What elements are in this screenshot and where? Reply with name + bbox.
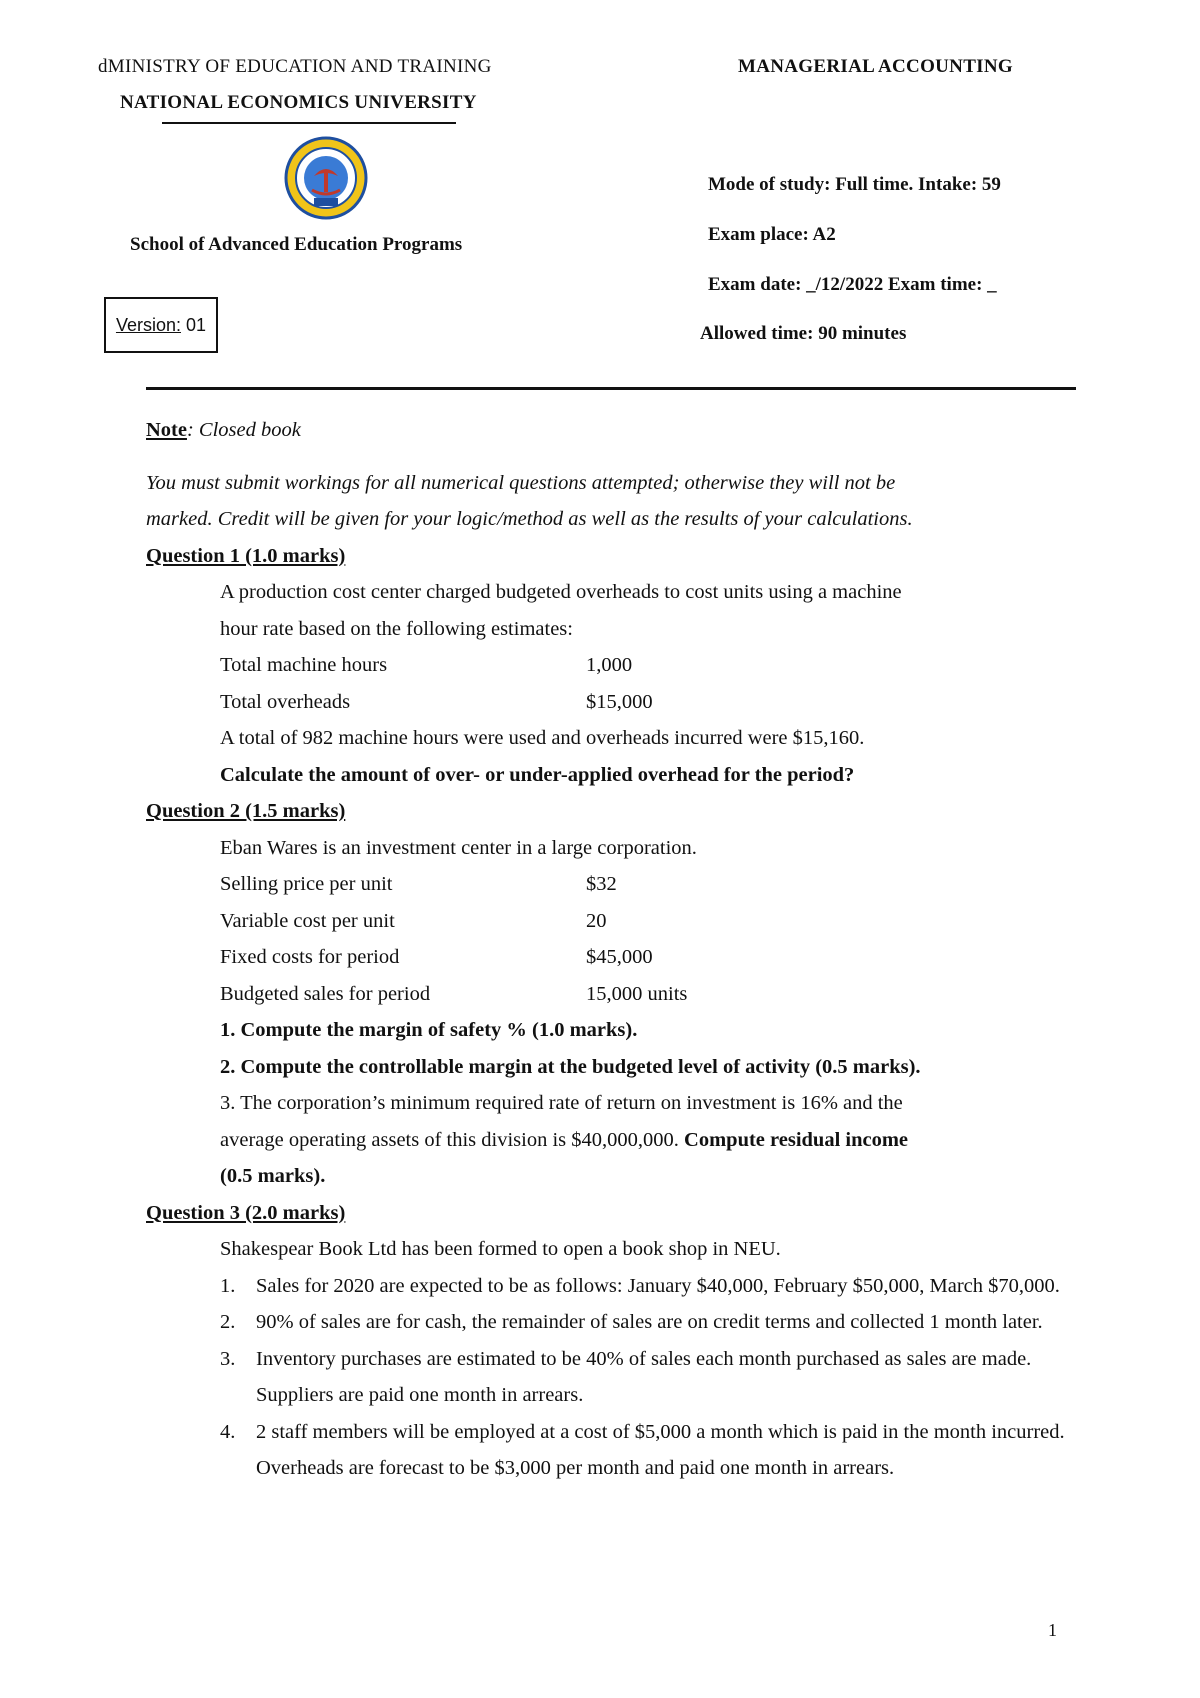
q3-item-number: 3. xyxy=(220,1347,236,1370)
question-3-title: Question 3 (2.0 marks) xyxy=(146,1201,346,1224)
mode-of-study: Mode of study: Full time. Intake: 59 xyxy=(708,174,1001,195)
q2-row xyxy=(146,976,1086,1013)
version-label: Version: xyxy=(115,314,181,335)
q1-intro-1: A production cost center charged budgeted overheads to cost units using a machine xyxy=(220,581,902,603)
university-heading: NATIONAL ECONOMICS UNIVERSITY xyxy=(120,92,477,113)
version-box xyxy=(104,297,218,353)
ministry-heading: dMINISTRY OF EDUCATION AND TRAINING xyxy=(98,56,492,77)
q2-row xyxy=(146,939,1086,976)
header-divider xyxy=(146,387,1076,390)
question-1-title: Question 1 (1.0 marks) xyxy=(146,544,346,567)
q2-row-label: Budgeted sales for period xyxy=(220,982,431,1005)
q2-row-value: 20 xyxy=(586,909,607,932)
q2-task-1: 1. Compute the margin of safety % (1.0 marks). xyxy=(220,1019,638,1041)
q1-row-value: 1,000 xyxy=(586,654,633,676)
header-underline xyxy=(162,122,456,124)
q1-row xyxy=(146,684,1086,721)
exam-place: Exam place: A2 xyxy=(708,224,836,245)
q2-row-label: Variable cost per unit xyxy=(220,909,395,932)
exam-date: Exam date: _/12/2022 Exam time: _ xyxy=(708,274,997,295)
q2-intro: Eban Wares is an investment center in a large corporation. xyxy=(220,836,697,859)
instruction-line-1: You must submit workings for all numerical questions attempted; otherwise they will not be xyxy=(146,471,896,494)
q3-list-item xyxy=(146,1341,1086,1414)
school-name: School of Advanced Education Programs xyxy=(130,234,463,255)
q3-list-item xyxy=(146,1414,1086,1487)
q3-item-text: Inventory purchases are estimated to be 40% of sales each month purchased as sales are made. Suppliers are paid one month in arrears. xyxy=(256,1347,1032,1406)
q2-row-value: $32 xyxy=(586,873,617,895)
university-seal-icon xyxy=(284,136,368,220)
q2-task-3b: average operating assets of this division is $40,000,000. xyxy=(220,1128,679,1151)
q3-list-item xyxy=(146,1304,1086,1341)
q3-item-text: 2 staff members will be employed at a cost of $5,000 a month which is paid in the month incurred. Overheads are forecast to be $3,000 per month and paid one month in arrears. xyxy=(256,1420,1065,1479)
q2-row xyxy=(146,866,1086,903)
note-text: : Closed book xyxy=(186,419,301,441)
q2-row-label: Selling price per unit xyxy=(220,873,393,895)
question-2-title: Question 2 (1.5 marks) xyxy=(146,800,346,822)
note-line xyxy=(146,412,1086,449)
q1-ask: Calculate the amount of over- or under-applied overhead for the period? xyxy=(220,763,855,786)
allowed-time: Allowed time: 90 minutes xyxy=(700,323,907,344)
q3-item-text: 90% of sales are for cash, the remainder of sales are on credit terms and collected 1 month later. xyxy=(256,1311,1043,1333)
q2-task-2: 2. Compute the controllable margin at the budgeted level of activity (0.5 marks). xyxy=(220,1055,921,1078)
q1-row-label: Total overheads xyxy=(220,690,351,713)
q3-list-item xyxy=(146,1268,1086,1305)
q2-row xyxy=(146,903,1086,940)
subject-title: MANAGERIAL ACCOUNTING xyxy=(738,56,1013,77)
page-number: 1 xyxy=(1048,1620,1057,1640)
q3-item-number: 2. xyxy=(220,1311,236,1333)
version-value: 01 xyxy=(186,314,207,335)
exam-body xyxy=(146,412,1086,1487)
q3-item-number: 4. xyxy=(220,1420,236,1443)
q1-row-label: Total machine hours xyxy=(220,654,388,676)
note-label: Note xyxy=(146,419,187,441)
q2-task-3b-line xyxy=(146,1122,1086,1159)
q3-item-text: Sales for 2020 are expected to be as follows: January $40,000, February $50,000, March $70,000. xyxy=(256,1274,1060,1297)
q3-intro: Shakespear Book Ltd has been formed to open a book shop in NEU. xyxy=(220,1238,781,1260)
q1-row-value: $15,000 xyxy=(586,690,653,713)
q1-row xyxy=(146,647,1086,684)
q1-actual: A total of 982 machine hours were used and overheads incurred were $15,160. xyxy=(220,727,865,749)
instruction-line-2: marked. Credit will be given for your logic/method as well as the results of your calculations. xyxy=(146,508,913,530)
q2-row-value: $45,000 xyxy=(586,946,653,968)
q1-intro-2: hour rate based on the following estimates: xyxy=(220,617,573,640)
q2-row-value: 15,000 units xyxy=(586,982,688,1005)
q3-item-number: 1. xyxy=(220,1274,236,1297)
q2-task-3a: 3. The corporation’s minimum required rate of return on investment is 16% and the xyxy=(220,1092,903,1114)
q2-task-3d: (0.5 marks). xyxy=(220,1165,326,1187)
q2-task-3c: Compute residual income xyxy=(684,1128,909,1151)
q2-row-label: Fixed costs for period xyxy=(220,946,400,968)
